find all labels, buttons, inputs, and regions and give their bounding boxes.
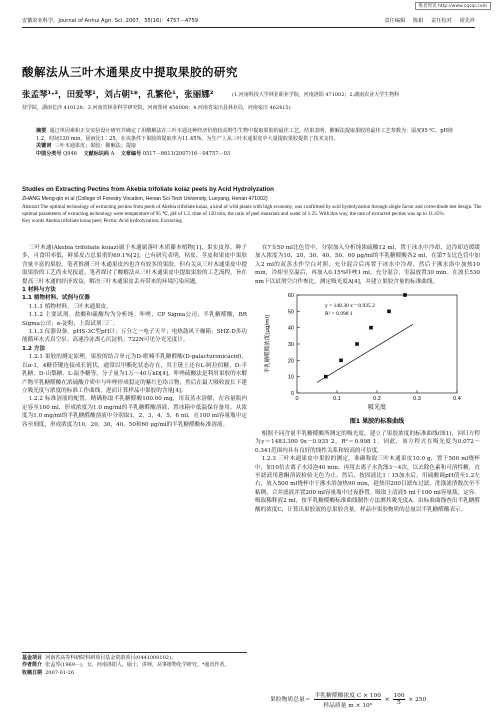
received-date — [22, 670, 247, 677]
y-axis-label: 半乳糖醛酸浓度(μg/ml) — [265, 314, 271, 374]
standard-curve-chart — [255, 287, 480, 427]
article-number-label: 文章编号 — [120, 150, 142, 157]
right-column-bottom — [255, 430, 480, 514]
paper-title: 酸解法从三叶木通果皮中提取果胶的研究 — [22, 65, 238, 79]
body-paragraph: 1.1.1 植物材料。三叶木通果皮。 — [28, 303, 112, 310]
trend-line — [317, 324, 413, 382]
footnote-block — [22, 652, 247, 677]
classification-label: 中图分类号 — [36, 150, 62, 157]
english-keywords: Key words Akebia trifoliate koiaz peel; Pectin; Acid hydrolyzation; Extracting — [22, 218, 182, 224]
author-bio-label: 作者简介 — [22, 662, 43, 669]
plot-frame — [297, 295, 457, 393]
chart-title: 图1 果胶的标准曲线 — [349, 418, 405, 425]
proofreader-label: 责任校对 — [431, 18, 452, 24]
trend-equation: y = 148.30 x－0.935 2 — [325, 303, 375, 309]
chinese-abstract — [36, 128, 461, 158]
doc-code-label: 文献标识码 — [83, 150, 109, 157]
r-squared: R² = 0.998 1 — [325, 311, 353, 317]
subsection-heading: 1.1 植物材料、试剂与仪器 — [22, 295, 90, 302]
keywords-label: 关键词 — [36, 143, 52, 150]
y-tick-label: 0 — [290, 391, 294, 397]
received-date-value: 2007-01-26 — [45, 669, 75, 676]
author-bio — [22, 662, 247, 669]
y-tick-label: 50 — [287, 309, 294, 316]
body-paragraph: 1.2.3 三叶木通果皮中果胶的测定。准确称取三叶木通果皮10.0 g，置于500 ml烧杯中，加10倍去离子水浸泡40 min，再用去离子水洗涤3～4次，以去除色素和可溶性糖，直至滤液用蒽酮溶液检验无色为止。然后，按固液比1∶15加水后，用硫酸调pH值至1.2左右，放入500 ml烧杯中于沸水浴加热90 min，趁热用200目滤布过滤，洗涤滤渣数次至不粘稠，合并滤液并置200 ml容量瓶中过夜静置。吸取上清液5 ml于100 ml容量瓶，定容。吸取稀释液2 ml，按半乳糖醛酸标准曲线制作方法测其吸光度A。由标准曲线查出半乳糖醛酸的浓度C，计算出果胶液的总果胶含量。样品中果胶物质的总量以半乳糖醛酸表示。 — [255, 456, 480, 513]
data-point — [355, 342, 359, 346]
affiliation-line-1: (1.河南科技大学林业职业学院，河南洛阳 471002；2.湖南农业大学生物科 — [232, 92, 400, 98]
english-abstract-text: Abstract The optimal technology of extracting pectins from peels of Akebia trifoliate koiaz, a kind of wild plants with high economy, was confirmed by acid hydrolyzation through single factor and correctitude test design. The optimal parameters of extracting technology were temperature of 95 ℃, pH of 1.2, time of 120 min, the ratio of peel materials and water of 1:25. With this way, the rate of extracted pectins was up to 11.45%. — [22, 204, 482, 217]
formula-denominator-2: 5 — [397, 700, 401, 706]
formula-lhs: 果胶物质总量＝ — [270, 697, 311, 703]
running-header — [22, 17, 475, 28]
y-tick-label: 30 — [287, 342, 294, 348]
x-tick-label: 0.2 — [373, 396, 381, 402]
article-number: 0517－6611(2007)16－04757－03 — [142, 150, 231, 157]
journal-citation: 安徽农业科学，Journal of Anhui Agri. Sci. 2007，35(16)：4757－4759 — [22, 18, 199, 24]
doc-code: A — [110, 150, 115, 157]
x-tick-label: 0.1 — [333, 396, 341, 402]
formula-tail: × 250 — [408, 697, 427, 703]
author-list: 张孟琴¹·²，田爱琴¹，刘占朝¹*，孔繁伦¹，张丽娜² — [22, 90, 214, 100]
x-axis-label: 吸光度 — [367, 404, 387, 411]
data-point — [324, 375, 328, 379]
intro-paragraph: 三叶木通(Akebia trifoliate koiaz)属于木通属落叶木质藤本植物[1]，果实皮厚、种子多，可食用率低，鲜果皮占总果重的69.1%[2]。已有研究表明，枯皮、茎皮和果皮中果胶含量丰富的果胶。笔者推测三叶木通果皮内也含有较多的果胶。但有关从三叶木通果皮中提取果胶的工艺尚未见报道。笔者探讨了酸解法从三叶木通果皮中提取果胶的工艺流程，旨在提高三叶木通的经济效益，解决三叶木通果皮丢弃带来的环境污染问题。 — [22, 245, 247, 285]
editor-info — [379, 17, 475, 24]
abstract-label: 摘要 — [36, 128, 47, 134]
affiliation-line-2: 技学院，湖南长沙 410128；3.河南省林业科学研究院，河南郑州 450008；4.河南省栾川县林业局，河南栾川 462415) — [22, 105, 291, 111]
data-point — [403, 293, 407, 297]
abstract-text: 通过单因素和正交实验设计研究并确定了用酸解法在三叶木通这种经济价值较高野生生物中提取果胶的最佳工艺，结果表明，酸解法提取果胶的最佳工艺参数为：温度95 ℃，pH值1.2，时间120 min，固液比1∶25，在该条件下果胶的提取率为11.45%。为生产上从三叶木通果皮中大量提取果胶提供了技术支持。 — [36, 128, 453, 142]
editor-name: 陈娟 — [412, 18, 424, 24]
formula-fraction-2 — [393, 693, 404, 706]
subsection-heading: 1.2 方法 — [22, 345, 46, 352]
data-point — [369, 326, 373, 330]
keywords-text: 三叶木通果皮；果胶；酸解法；提取 — [54, 143, 137, 150]
formula-fraction-1 — [314, 690, 380, 709]
body-paragraph: 1.2.2 标准溶液的配置。精确称取半乳糖醛酸100.00 mg，用双蒸水溶解，在容量瓶内定容至100 ml，形成浓度为1.0 mg/ml的半乳糖醛酸溶液，置冰箱中低温保存备用。从浓度为1.0 mg/ml的半乳糖醛酸溶液中分别取1，2，3，4，5，6 ml，在100 ml容量瓶中定容至刻度，形成浓度为10，20，30，40，50和60 μg/ml的半乳糖醛酸标准溶液。 — [22, 396, 247, 428]
proofreader-name: 胡先祥 — [459, 18, 475, 24]
author-bio-text: 张孟琴(1969－)，女，河南洛阳人，硕士，讲师，从事植物化学研究。*通讯作者。 — [45, 662, 230, 669]
formula-numerator: 半乳糖醛酸浓度 C × 100 — [314, 690, 380, 700]
english-authors: ZHANG Meng-qin et al (College of Forestry Vocation, Henan Sci-Tech University, Luoyang, Henan 471002) — [22, 196, 268, 202]
source-watermark: 维普资讯 http://www.cqvip.com — [415, 2, 491, 10]
formula-times: × — [384, 697, 390, 703]
body-paragraph: 1.1.2 主要试剂。盐酸和硫酸均为分析纯；咔唑，CP Sigma公司；半乳糖醛酸，BR Sigma公司；α-淀粉，上海试剂三厂。 — [22, 312, 247, 327]
right-column-top — [255, 244, 480, 286]
data-point — [339, 359, 343, 363]
data-point — [387, 310, 391, 314]
y-tick-label: 40 — [287, 325, 294, 332]
y-tick-label: 10 — [287, 374, 294, 381]
received-date-label: 收稿日期 — [22, 669, 43, 676]
english-title: Studies on Extracting Pectins from Akebia trifoliate koiaz peels by Acid Hydrolyzation — [22, 186, 274, 193]
english-abstract — [22, 204, 482, 225]
formula-numerator-2: 100 — [393, 693, 405, 699]
x-tick-label: 0.3 — [413, 396, 421, 402]
x-tick-label: 0 — [295, 396, 299, 402]
body-paragraph: 在7支50 ml比色管中，分别加入分析纯浓硫酸12 ml，置于冰水中冷却，边冷却边缓缓加入浓度为10，20，30，40，50，60 μg/ml的半乳糖醛酸各2 ml，在第7支比色管中加入2 ml的双蒸水作空白对照，充分混合后再置于冰水中冷却，然后于沸水浴中加热10 min，冷却至室温后，再加入0.15%咔唑1 ml，充分混合，室温放置30 min。在波长530 nm下以试剂空白作参比，测定吸光度A[4]，并建立果胶含量的标准曲线。 — [255, 245, 480, 285]
body-paragraph: 1.2.1 果胶的测定原理。果胶的结合单元为D-吡喃半乳糖醛酸(D-galacturonicacid)，以α-1，4糖苷键连接成长链状，通常以甲酯化状态存在，其主链上还有L-阿拉伯糖、D-半乳糖、D-山梨糖、L-鼠李糖等，分子量为1万～40万kD[4]。咔唑硫酸法是利用果胶的水解产物半乳糖醛酸在浓硫酸介质中与咔唑形成稳定的紫红色络合物，然后在最大吸收波长下建立吸光度与浓度的标准工作曲线，进而计算样品中果胶的含量[4]。 — [22, 354, 247, 394]
body-paragraph: 根据不同含量半乳糖醛酸所测定的吸光度，建立了果胶浓度的标准曲线(图1)，回归方程为y＝1483.300 0x－0.935 2，R²＝0.998 1。因此，该方程式在吸光度为0.072～0.341范围内具有良好的线性关系和较高的可信度。 — [255, 431, 480, 454]
funding-label: 基金项目 — [22, 655, 43, 661]
section-heading: 1 材料与方法 — [22, 287, 56, 294]
formula-denominator: 样品质量 m × 10⁶ — [323, 703, 373, 709]
y-tick-label: 20 — [287, 358, 294, 365]
classification-code: Q946 — [63, 150, 78, 157]
body-paragraph: 1.1.3 仪器设备。pHS-3C型pH计；万分之一电子天平；电热鼓风干燥箱；SHZ-D多功能循环水式真空泵；高速冷冻离心沉淀机；722N可见分光光度计。 — [22, 329, 247, 344]
x-tick-label: 0.4 — [453, 396, 461, 402]
editor-label: 责任编辑 — [384, 18, 406, 24]
y-tick-label: 60 — [287, 293, 294, 299]
funding-text: 河南省高等科研院科研项目基金资助项目(0441000102)。 — [45, 655, 176, 661]
left-column — [22, 244, 247, 429]
pectin-formula — [270, 690, 426, 709]
